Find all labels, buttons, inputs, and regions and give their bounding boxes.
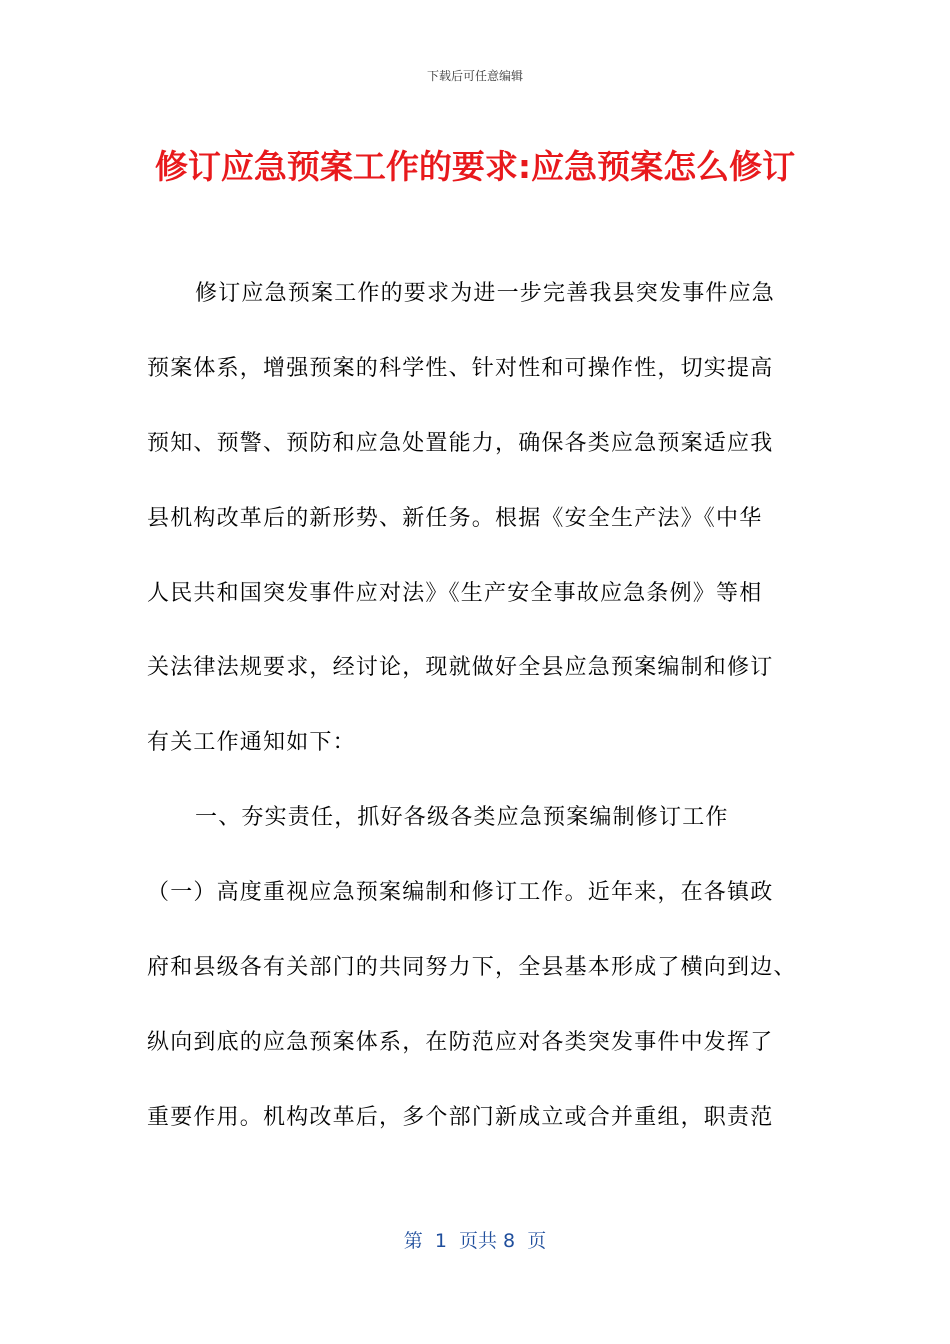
body-line: 一、夯实责任，抓好各级各类应急预案编制修订工作 xyxy=(195,805,729,830)
document-title: 修订应急预案工作的要求:应急预案怎么修订 xyxy=(154,147,796,186)
body-line: （一）高度重视应急预案编制和修订工作。近年来，在各镇政 xyxy=(147,880,774,905)
body-line: 预案体系，增强预案的科学性、针对性和可操作性，切实提高 xyxy=(147,356,774,381)
body-line: 关法律法规要求，经讨论，现就做好全县应急预案编制和修订 xyxy=(147,655,774,680)
page-number: 第 1 页共 8 页 xyxy=(403,1230,547,1252)
body-line: 修订应急预案工作的要求为进一步完善我县突发事件应急 xyxy=(195,281,776,306)
body-line: 纵向到底的应急预案体系，在防范应对各类突发事件中发挥了 xyxy=(147,1030,774,1055)
body-line: 重要作用。机构改革后，多个部门新成立或合并重组，职责范 xyxy=(147,1105,774,1130)
body-line: 府和县级各有关部门的共同努力下，全县基本形成了横向到边、 xyxy=(147,955,797,980)
body-line: 预知、预警、预防和应急处置能力，确保各类应急预案适应我 xyxy=(147,431,774,456)
body-line: 有关工作通知如下： xyxy=(147,730,356,755)
body-line: 县机构改革后的新形势、新任务。根据《安全生产法》《中华 xyxy=(147,506,763,531)
header-note: 下载后可任意编辑 xyxy=(426,69,523,83)
body-line: 人民共和国突发事件应对法》《生产安全事故应急条例》等相 xyxy=(147,581,763,606)
